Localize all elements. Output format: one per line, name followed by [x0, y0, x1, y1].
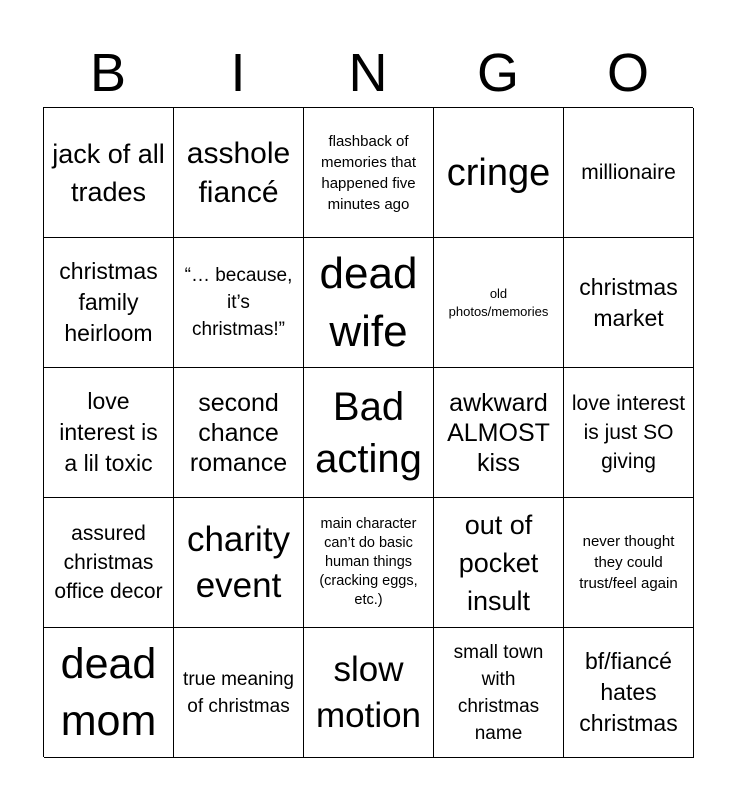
cell-text: millionaire [581, 161, 676, 184]
bingo-cell[interactable] [174, 628, 304, 758]
cell-text: bf/fiancé hates christmas [579, 648, 678, 736]
cell-text: jack of all trades [52, 138, 165, 207]
cell-text: assured christmas office decor [54, 522, 163, 603]
bingo-cell[interactable] [44, 368, 174, 498]
bingo-cell[interactable] [304, 628, 434, 758]
bingo-cell[interactable] [434, 498, 564, 628]
bingo-cell[interactable] [174, 108, 304, 238]
bingo-cell[interactable] [44, 498, 174, 628]
cell-text: charity event [186, 519, 291, 605]
cell-text: cringe [446, 151, 551, 194]
bingo-cell[interactable] [434, 108, 564, 238]
cell-text: Bad acting [315, 384, 422, 481]
cell-text: awkward ALMOST kiss [447, 388, 550, 477]
bingo-header [43, 40, 693, 106]
cell-text: “… because, it’s christmas!” [184, 265, 293, 340]
bingo-cell[interactable] [174, 368, 304, 498]
bingo-cell[interactable] [564, 368, 694, 498]
bingo-cell[interactable] [564, 238, 694, 368]
cell-text: never thought they could trust/feel again [579, 533, 678, 592]
bingo-cell[interactable] [304, 108, 434, 238]
bingo-cell[interactable] [44, 108, 174, 238]
cell-text: second chance romance [189, 388, 288, 477]
cell-text: dead mom [60, 639, 157, 745]
cell-text: slow motion [315, 649, 422, 735]
bingo-cell[interactable] [564, 498, 694, 628]
cell-text: true meaning of christmas [183, 668, 294, 717]
cell-text: out of pocket insult [458, 509, 539, 616]
cell-text: love interest is a lil toxic [59, 388, 158, 476]
cell-text: dead wife [319, 248, 418, 356]
bingo-cell[interactable] [304, 238, 434, 368]
bingo-cell[interactable] [564, 628, 694, 758]
cell-text: christmas family heirloom [59, 258, 158, 346]
bingo-cell[interactable] [434, 368, 564, 498]
bingo-cell[interactable] [304, 498, 434, 628]
bingo-cell[interactable] [44, 238, 174, 368]
header-letter-o: O [606, 43, 649, 103]
bingo-cell[interactable] [434, 238, 564, 368]
bingo-cell[interactable] [564, 108, 694, 238]
bingo-card [43, 107, 693, 757]
header-letter-n: N [348, 43, 388, 103]
bingo-cell[interactable] [304, 368, 434, 498]
bingo-cell[interactable] [174, 498, 304, 628]
bingo-cell[interactable] [174, 238, 304, 368]
bingo-cell[interactable] [434, 628, 564, 758]
cell-text: main character can’t do basic human things (cracking eggs, etc.) [319, 516, 418, 608]
cell-text: flashback of memories that happened five minutes ago [320, 132, 417, 213]
bingo-cell[interactable] [44, 628, 174, 758]
cell-text: old photos/memories [448, 285, 549, 319]
header-letter-b: B [89, 43, 127, 103]
header-letter-g: G [476, 43, 519, 103]
cell-text: small town with christmas name [453, 641, 544, 744]
cell-text: asshole fiancé [186, 136, 291, 209]
cell-text: love interest is just SO giving [571, 392, 686, 473]
cell-text: christmas market [579, 273, 678, 331]
header-letter-i: I [230, 43, 246, 103]
